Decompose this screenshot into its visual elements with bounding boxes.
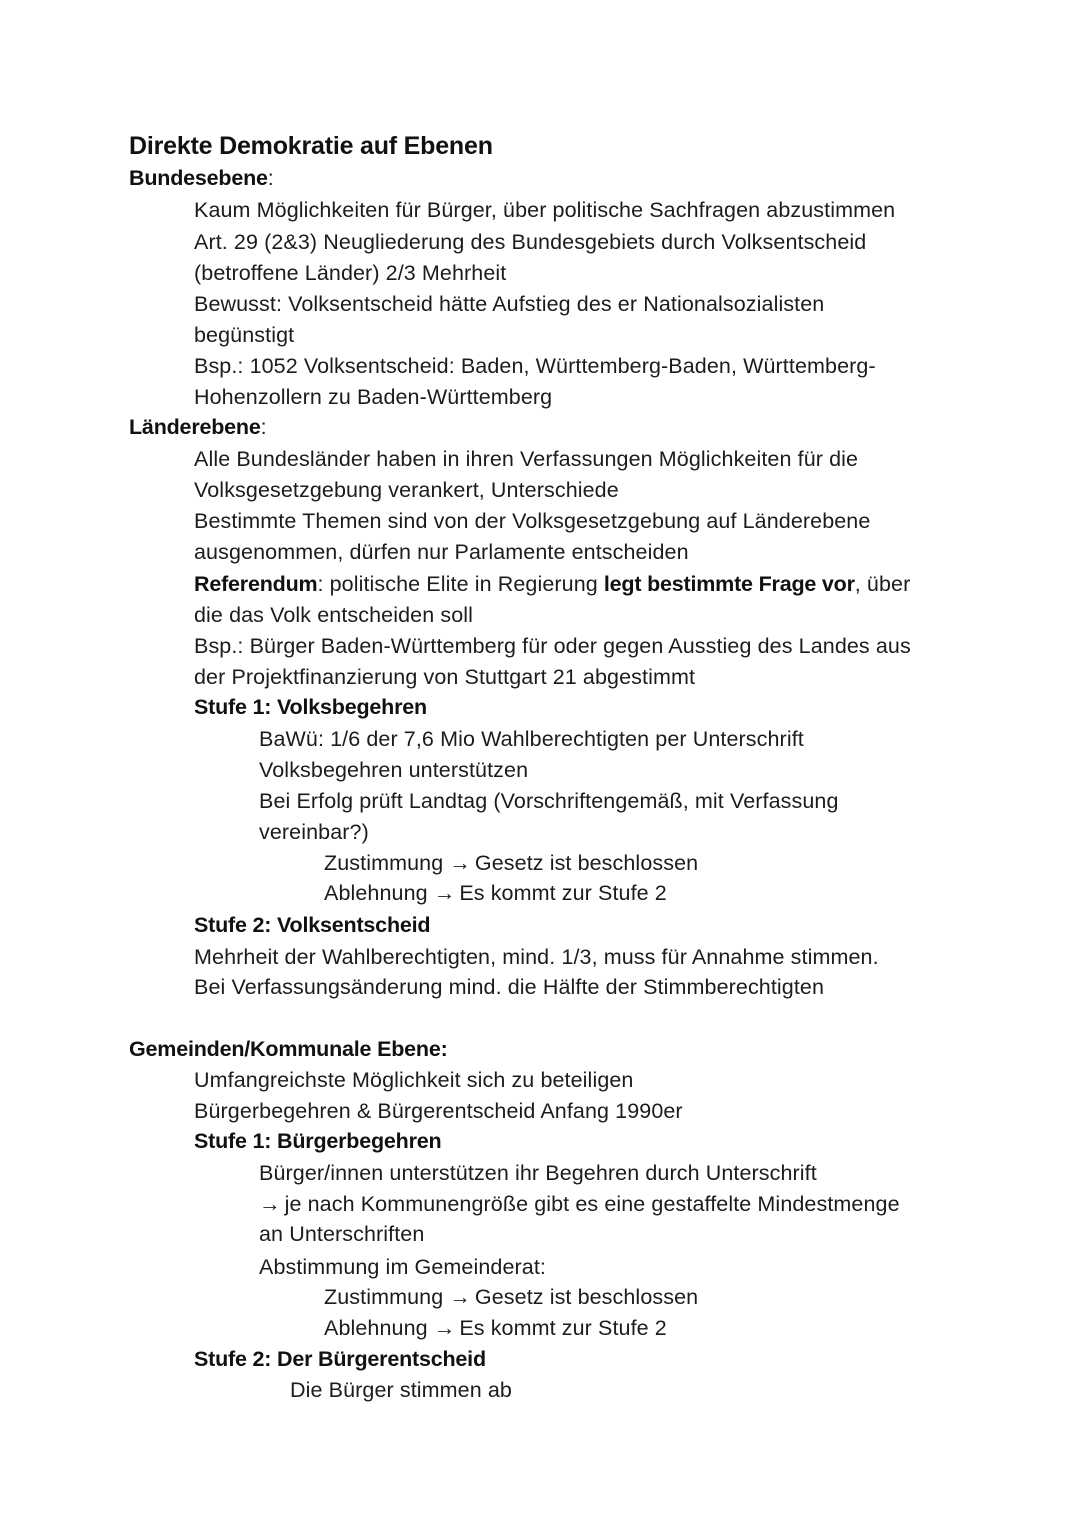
referendum-definition bbox=[194, 569, 910, 599]
arrow-right-icon: → bbox=[433, 881, 456, 905]
laender-line-3: Bestimmte Themen sind von der Volksgesetzgebung auf Länderebene bbox=[194, 509, 871, 533]
referendum-bold-phrase: legt bestimmte Frage vor bbox=[603, 572, 855, 596]
section-heading-bundesebene bbox=[129, 163, 274, 193]
gemeinden-line-2: Bürgerbegehren & Bürgerentscheid Anfang 1990er bbox=[194, 1099, 683, 1123]
gemeinden-zustimmung-line bbox=[324, 1282, 698, 1312]
laender-example-2: der Projektfinanzierung von Stuttgart 21 abgestimmt bbox=[194, 665, 696, 689]
bund-line-4: Bewusst: Volksentscheid hätte Aufstieg des er Nationalsozialisten bbox=[194, 292, 825, 316]
ablehnung-result: Es kommt zur Stufe 2 bbox=[459, 881, 667, 905]
bund-line-6: Bsp.: 1052 Volksentscheid: Baden, Württemberg-Baden, Württemberg- bbox=[194, 354, 876, 378]
bund-line-7: Hohenzollern zu Baden-Württemberg bbox=[194, 385, 553, 409]
arrow-right-icon: → bbox=[449, 1285, 471, 1309]
heading-laenderebene: Länderebene bbox=[129, 415, 261, 439]
gemeinden-stufe2-line-1: Die Bürger stimmen ab bbox=[290, 1378, 512, 1402]
laender-ablehnung-line bbox=[324, 878, 667, 908]
laender-example-1: Bsp.: Bürger Baden-Württemberg für oder gegen Ausstieg des Landes aus bbox=[194, 634, 911, 658]
laender-line-1: Alle Bundesländer haben in ihren Verfassungen Möglichkeiten für die bbox=[194, 447, 859, 471]
referendum-text-a: : politische Elite in Regierung bbox=[317, 572, 604, 596]
bund-line-3: (betroffene Länder) 2/3 Mehrheit bbox=[194, 261, 507, 285]
laender-zustimmung-line bbox=[324, 848, 698, 878]
laender-line-2: Volksgesetzgebung verankert, Unterschiede bbox=[194, 478, 619, 502]
referendum-text-c: , über bbox=[854, 572, 911, 596]
heading-colon: : bbox=[267, 166, 274, 190]
ablehnung-result: Es kommt zur Stufe 2 bbox=[459, 1316, 667, 1340]
laender-stufe2-heading: Stufe 2: Volksentscheid bbox=[194, 913, 431, 937]
gemeinden-stufe1-heading: Stufe 1: Bürgerbegehren bbox=[194, 1129, 442, 1153]
arrow-right-icon: → bbox=[449, 851, 471, 875]
arrow-right-icon: → bbox=[433, 1316, 456, 1340]
gemeinden-stufe1-line-4: Abstimmung im Gemeinderat: bbox=[259, 1255, 546, 1279]
gemeinden-ablehnung-line bbox=[324, 1313, 667, 1343]
referendum-term: Referendum bbox=[194, 572, 318, 596]
zustimmung-label: Zustimmung bbox=[324, 1285, 444, 1309]
laender-stufe1-line-1: BaWü: 1/6 der 7,6 Mio Wahlberechtigten per Unterschrift bbox=[259, 727, 804, 751]
laender-stufe1-line-4: vereinbar?) bbox=[259, 820, 369, 844]
gemeinden-stufe1-line-3: an Unterschriften bbox=[259, 1222, 425, 1246]
zustimmung-result: Gesetz ist beschlossen bbox=[474, 851, 699, 875]
gemeinden-stufe1-line-2 bbox=[259, 1189, 900, 1219]
laender-stufe2-line-2: Bei Verfassungsänderung mind. die Hälfte der Stimmberechtigten bbox=[194, 975, 825, 999]
bund-line-5: begünstigt bbox=[194, 323, 295, 347]
ablehnung-label: Ablehnung bbox=[324, 881, 428, 905]
section-heading-laenderebene bbox=[129, 412, 267, 442]
bund-line-1: Kaum Möglichkeiten für Bürger, über politische Sachfragen abzustimmen bbox=[194, 198, 896, 222]
laender-stufe1-line-3: Bei Erfolg prüft Landtag (Vorschriftengemäß, mit Verfassung bbox=[259, 789, 839, 813]
gemeinden-stufe2-heading: Stufe 2: Der Bürgerentscheid bbox=[194, 1347, 486, 1371]
gemeinden-line-1: Umfangreichste Möglichkeit sich zu beteiligen bbox=[194, 1068, 634, 1092]
heading-bundesebene: Bundesebene bbox=[129, 166, 268, 190]
section-heading-gemeinden: Gemeinden/Kommunale Ebene: bbox=[129, 1037, 448, 1061]
ablehnung-label: Ablehnung bbox=[324, 1316, 428, 1340]
laender-stufe1-heading: Stufe 1: Volksbegehren bbox=[194, 695, 427, 719]
zustimmung-label: Zustimmung bbox=[324, 851, 444, 875]
laender-line-4: ausgenommen, dürfen nur Parlamente entscheiden bbox=[194, 540, 689, 564]
bund-line-2: Art. 29 (2&3) Neugliederung des Bundesgebiets durch Volksentscheid bbox=[194, 230, 867, 254]
arrow-right-icon: → bbox=[259, 1192, 281, 1216]
heading-colon: : bbox=[260, 415, 267, 439]
referendum-line-2: die das Volk entscheiden soll bbox=[194, 603, 473, 627]
page-title: Direkte Demokratie auf Ebenen bbox=[129, 132, 493, 160]
laender-stufe1-line-2: Volksbegehren unterstützen bbox=[259, 758, 529, 782]
gemeinden-stufe1-line-2-text: je nach Kommunengröße gibt es eine gestaffelte Mindestmenge bbox=[284, 1192, 900, 1216]
laender-stufe2-line-1: Mehrheit der Wahlberechtigten, mind. 1/3, muss für Annahme stimmen. bbox=[194, 945, 879, 969]
zustimmung-result: Gesetz ist beschlossen bbox=[474, 1285, 699, 1309]
gemeinden-stufe1-line-1: Bürger/innen unterstützen ihr Begehren durch Unterschrift bbox=[259, 1161, 817, 1185]
